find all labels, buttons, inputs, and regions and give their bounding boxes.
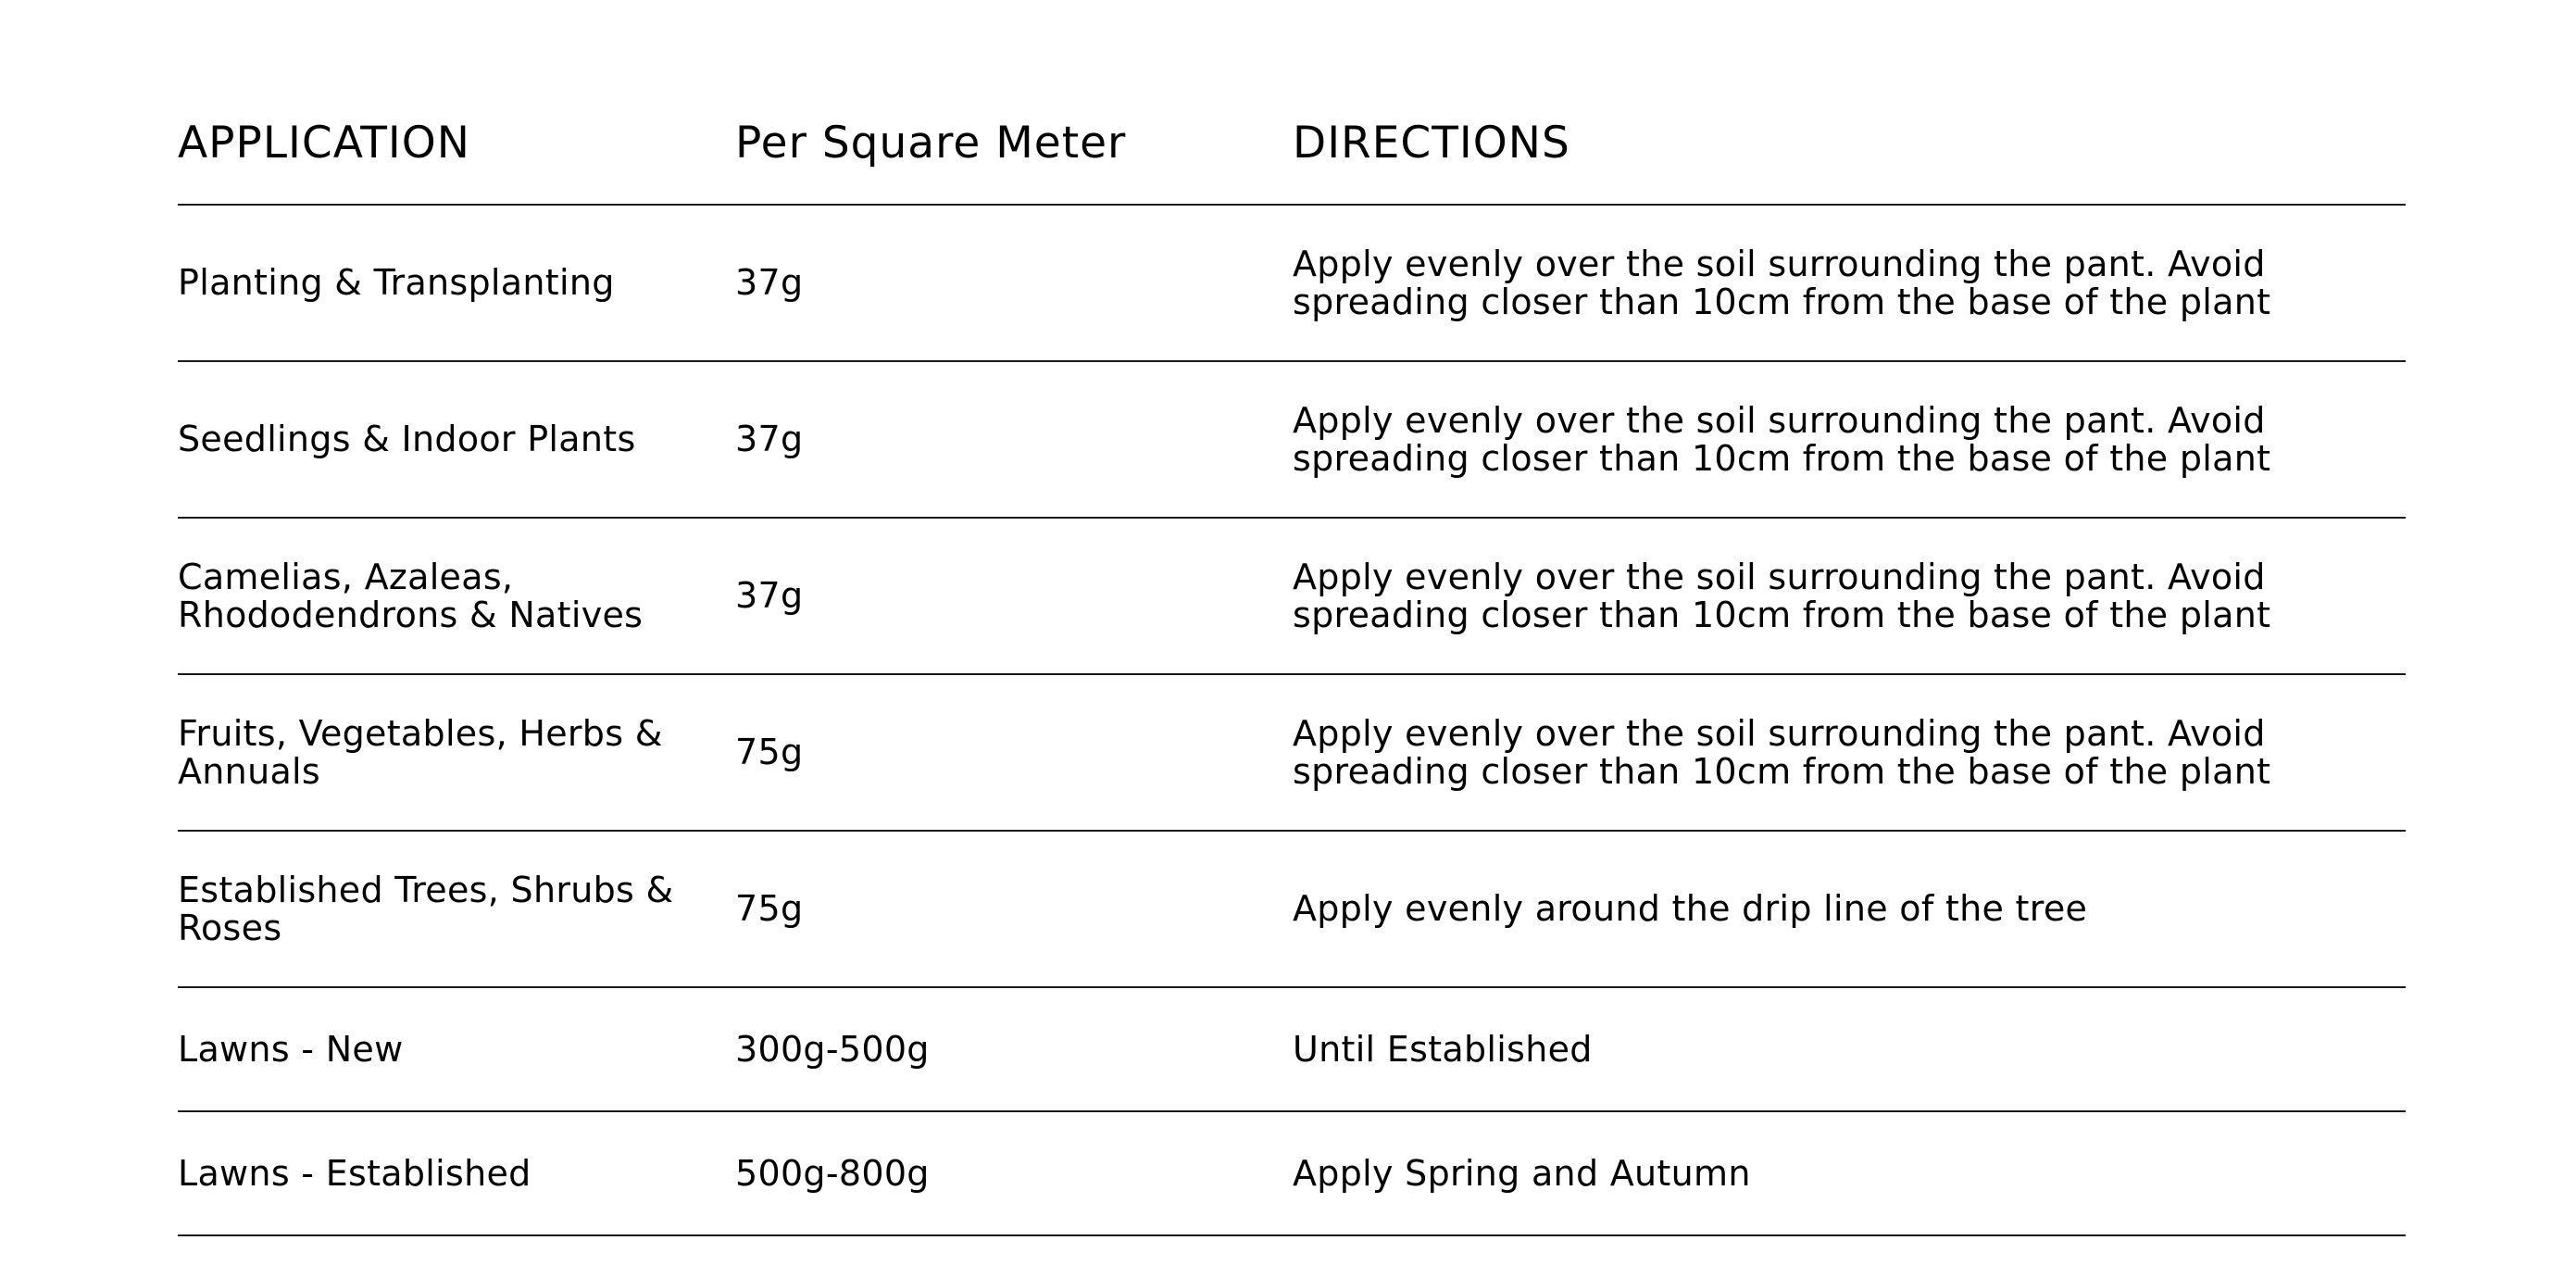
application-cell: Camelias, Azaleas, Rhododendrons & Natives [178, 556, 644, 635]
table-row [178, 362, 2406, 519]
table-row [178, 832, 2406, 988]
amount-cell: 300g-500g [735, 1028, 930, 1070]
header-per-square-meter: Per Square Meter [735, 117, 1127, 169]
directions-cell: Apply evenly around the drip line of the tree [1293, 888, 2088, 929]
table-row [178, 675, 2406, 832]
application-cell: Lawns - Established [178, 1152, 531, 1194]
application-cell: Fruits, Vegetables, Herbs & Annuals [178, 712, 663, 792]
table-row [178, 206, 2406, 362]
application-cell: Lawns - New [178, 1028, 404, 1070]
table-header-row [178, 74, 2406, 206]
application-cell: Seedlings & Indoor Plants [178, 419, 636, 459]
amount-cell: 500g-800g [735, 1152, 930, 1194]
directions-cell: Apply evenly over the soil surrounding the pant. Avoid spreading closer than 10cm from the base of the plant [1293, 243, 2271, 322]
table-row [178, 1112, 2406, 1236]
amount-cell: 75g [735, 888, 804, 929]
directions-cell: Until Established [1293, 1028, 1593, 1070]
header-application: APPLICATION [178, 117, 470, 169]
directions-cell: Apply evenly over the soil surrounding the pant. Avoid spreading closer than 10cm from the base of the plant [1293, 399, 2271, 479]
table-row [178, 519, 2406, 675]
amount-cell: 37g [735, 262, 804, 303]
header-directions: DIRECTIONS [1293, 117, 1570, 169]
directions-cell: Apply evenly over the soil surrounding the pant. Avoid spreading closer than 10cm from the base of the plant [1293, 556, 2271, 635]
amount-cell: 75g [735, 732, 804, 772]
directions-cell: Apply Spring and Autumn [1293, 1152, 1751, 1194]
amount-cell: 37g [735, 419, 804, 459]
amount-cell: 37g [735, 575, 804, 616]
table-row [178, 988, 2406, 1112]
directions-cell: Apply evenly over the soil surrounding the pant. Avoid spreading closer than 10cm from the base of the plant [1293, 712, 2271, 792]
application-cell: Planting & Transplanting [178, 262, 615, 303]
application-rates-table [178, 74, 2406, 1236]
application-cell: Established Trees, Shrubs & Roses [178, 869, 674, 948]
